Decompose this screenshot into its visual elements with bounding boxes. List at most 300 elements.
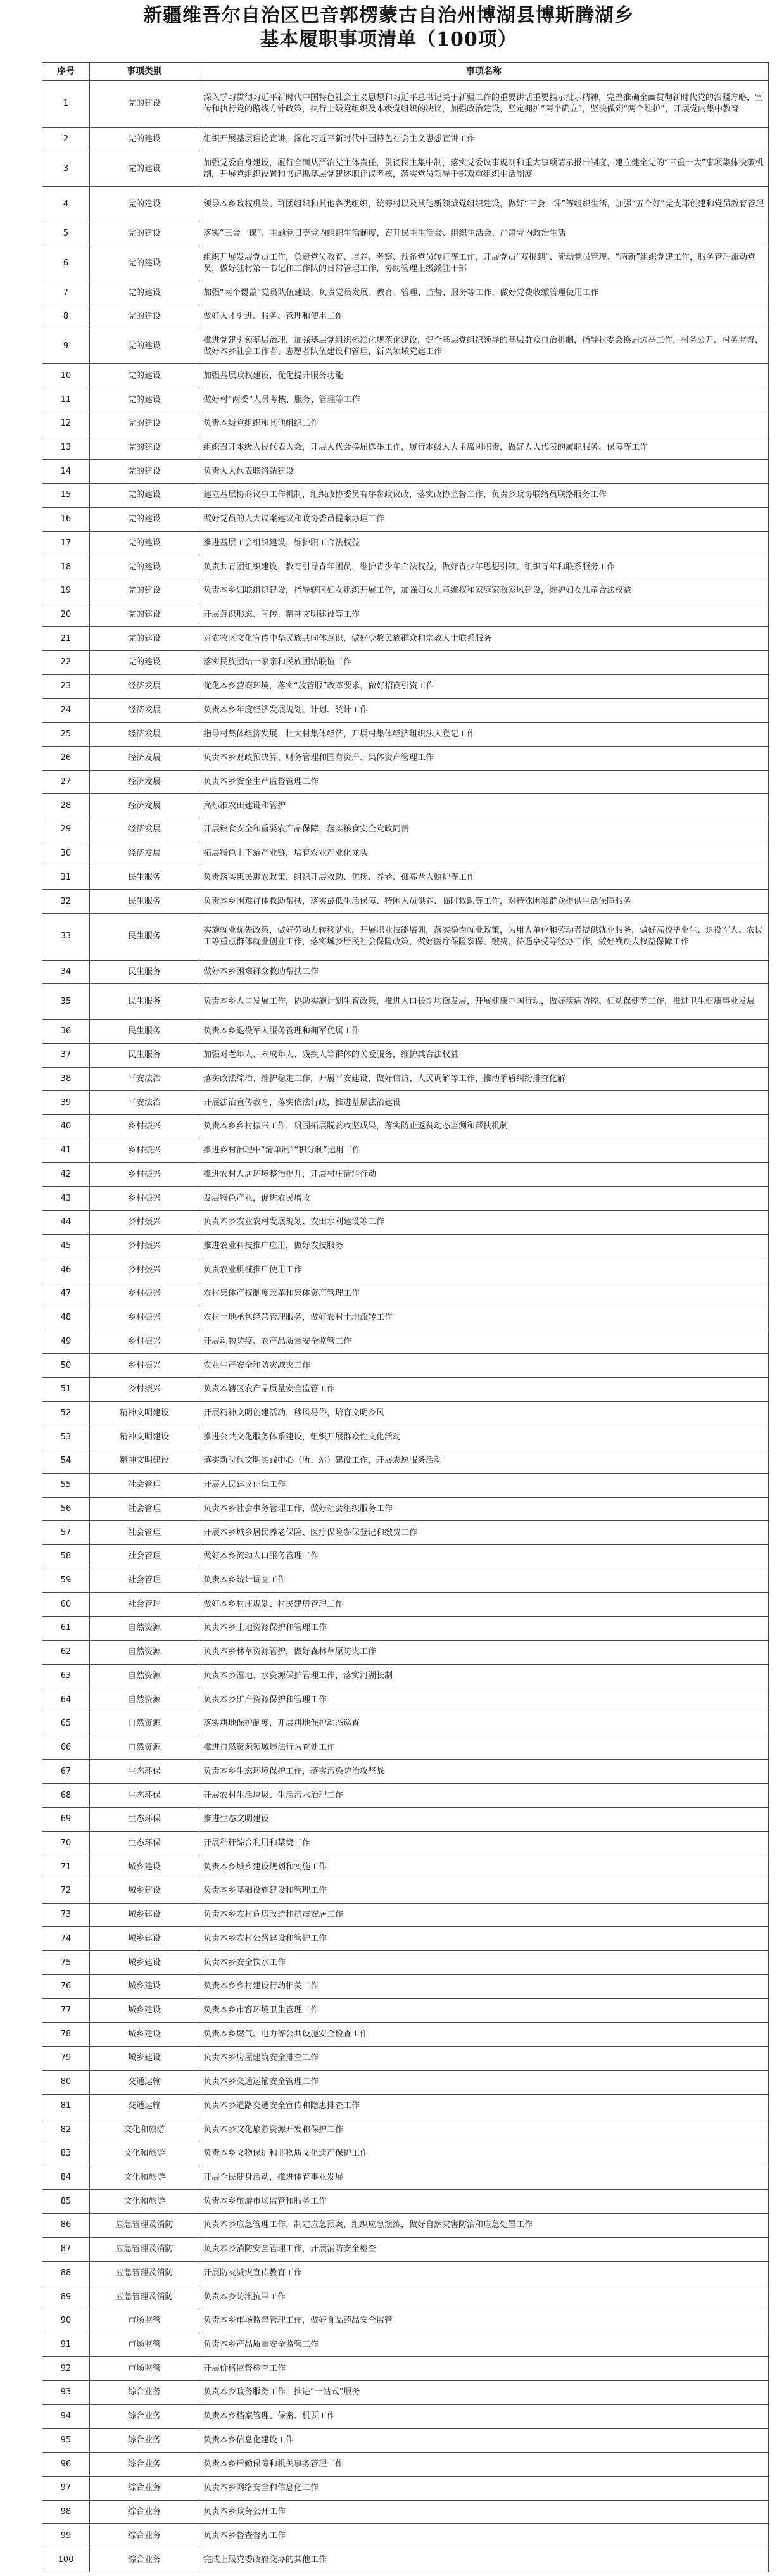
table-row [42, 698, 769, 723]
table-row [42, 222, 769, 246]
row-item: 组织开展发展党员工作，负责党员教育、培养、考察、预备党员转正等工作，开展党员“双报到”、流动党员管理、“两新”组织党建工作，服务管理流动党员，做好驻村第一书记和工作队的日常管理工作，协助管理上级派驻干部 [199, 246, 769, 281]
table-row [42, 960, 769, 984]
row-category: 社会管理 [90, 1569, 199, 1593]
row-item: 落实政法综治、维护稳定工作，开展平安建设，做好信访、人民调解等工作，推动矛盾纠纷排查化解 [199, 1067, 769, 1091]
row-category: 党的建设 [90, 364, 199, 388]
table-row [42, 81, 769, 128]
table-row [42, 1258, 769, 1282]
row-category: 应急管理及消防 [90, 2214, 199, 2238]
row-category: 乡村振兴 [90, 1306, 199, 1330]
row-item: 负责本乡督查督办工作 [199, 2524, 769, 2548]
row-number: 79 [42, 2047, 90, 2071]
row-item: 发展特色产业，促进农民增收 [199, 1187, 769, 1211]
row-item: 优化本乡营商环境，落实“放管服”改革要求，做好招商引资工作 [199, 674, 769, 698]
row-item: 做好本乡村庄规划、村民建房管理工作 [199, 1593, 769, 1617]
row-category: 乡村振兴 [90, 1187, 199, 1211]
table-row [42, 1139, 769, 1163]
table-row [42, 1521, 769, 1545]
row-number: 83 [42, 2142, 90, 2166]
row-item: 做好人才引进、服务、管理和使用工作 [199, 305, 769, 329]
row-number: 59 [42, 1569, 90, 1593]
table-row [42, 2548, 769, 2572]
row-number: 2 [42, 127, 90, 151]
row-item: 落实民族团结一家亲和民族团结联谊工作 [199, 651, 769, 675]
row-category: 民生服务 [90, 890, 199, 914]
row-item: 深入学习贯彻习近平新时代中国特色社会主义思想和习近平总书记关于新疆工作的重要讲话重要指示批示精神，完整准确全面贯彻新时代党的治疆方略，宣传和执行党的路线方针政策，执行上级党组织及本级党组织的决议，加强政治建设，坚定拥护“两个确立”，坚决做到“两个维护”，开展党内集中教育 [199, 81, 769, 128]
row-item: 加强基层政权建设，优化提升服务功能 [199, 364, 769, 388]
row-number: 37 [42, 1043, 90, 1067]
row-category: 交通运输 [90, 2094, 199, 2118]
table-row [42, 1497, 769, 1521]
table-row [42, 187, 769, 222]
table-row [42, 281, 769, 305]
row-number: 38 [42, 1067, 90, 1091]
table-row [42, 507, 769, 531]
row-item: 负责本辖区农产品质量安全监管工作 [199, 1377, 769, 1401]
row-item: 开展农村生活垃圾、生活污水治理工作 [199, 1784, 769, 1808]
row-number: 36 [42, 1020, 90, 1044]
row-item: 指导村集体经济发展，壮大村集体经济，开展村集体经济组织法人登记工作 [199, 723, 769, 747]
row-category: 平安法治 [90, 1091, 199, 1115]
row-number: 49 [42, 1330, 90, 1354]
row-number: 64 [42, 1688, 90, 1712]
table-row [42, 627, 769, 651]
row-number: 54 [42, 1449, 90, 1474]
table-row [42, 2285, 769, 2309]
row-category: 党的建设 [90, 460, 199, 484]
row-item: 负责本乡城乡建设规划和实施工作 [199, 1855, 769, 1879]
row-item: 建立基层协商议事工作机制，组织政协委员有序参政议政，落实政协监督工作，负责乡政协联络员联络服务工作 [199, 484, 769, 508]
row-item: 负责农业机械推广使用工作 [199, 1258, 769, 1282]
row-number: 66 [42, 1736, 90, 1760]
row-category: 党的建设 [90, 579, 199, 603]
row-category: 城乡建设 [90, 1974, 199, 1998]
table-row [42, 1640, 769, 1664]
table-row [42, 460, 769, 484]
row-category: 城乡建设 [90, 1879, 199, 1904]
row-category: 应急管理及消防 [90, 2237, 199, 2261]
row-item: 负责本乡人口发展工作，协助实施计划生育政策，推进人口长期均衡发展，开展健康中国行动，做好疾病防控、妇幼保健等工作，推进卫生健康事业发展 [199, 984, 769, 1020]
row-category: 应急管理及消防 [90, 2261, 199, 2285]
row-category: 社会管理 [90, 1521, 199, 1545]
row-category: 党的建设 [90, 484, 199, 508]
row-number: 71 [42, 1855, 90, 1879]
row-number: 63 [42, 1664, 90, 1688]
row-item: 负责本乡乡村振兴工作，巩固拓展脱贫攻坚成果，落实防止返贫动态监测和帮扶机制 [199, 1115, 769, 1139]
row-number: 20 [42, 603, 90, 627]
row-number: 75 [42, 1951, 90, 1975]
row-number: 87 [42, 2237, 90, 2261]
row-category: 民生服务 [90, 866, 199, 890]
row-item: 负责本乡农村危房改造和抗震安居工作 [199, 1903, 769, 1927]
row-category: 经济发展 [90, 818, 199, 842]
table-row [42, 1306, 769, 1330]
table-row [42, 1688, 769, 1712]
table-row [42, 1593, 769, 1617]
row-number: 26 [42, 746, 90, 770]
table-row [42, 2309, 769, 2333]
table-row [42, 1736, 769, 1760]
row-number: 74 [42, 1927, 90, 1951]
header-no: 序号 [42, 63, 90, 81]
table-row [42, 2190, 769, 2214]
row-item: 负责本乡财政预决算、财务管理和国有资产、集体资产管理工作 [199, 746, 769, 770]
row-number: 4 [42, 187, 90, 222]
row-number: 25 [42, 723, 90, 747]
row-number: 9 [42, 329, 90, 364]
table-row [42, 866, 769, 890]
row-item: 负责本乡生态环境保护工作，落实污染防治攻坚战 [199, 1760, 769, 1784]
table-row [42, 2166, 769, 2190]
row-category: 综合业务 [90, 2548, 199, 2572]
row-number: 33 [42, 914, 90, 961]
row-number: 6 [42, 246, 90, 281]
row-category: 社会管理 [90, 1544, 199, 1569]
row-number: 80 [42, 2070, 90, 2094]
table-header-row [42, 63, 769, 81]
row-item: 负责本乡信息化建设工作 [199, 2428, 769, 2453]
table-row [42, 2214, 769, 2238]
row-category: 党的建设 [90, 246, 199, 281]
header-item: 事项名称 [199, 63, 769, 81]
row-number: 24 [42, 698, 90, 723]
row-number: 96 [42, 2453, 90, 2477]
row-number: 31 [42, 866, 90, 890]
table-row [42, 1927, 769, 1951]
row-number: 40 [42, 1115, 90, 1139]
header-category: 事项类别 [90, 63, 199, 81]
row-item: 完成上级党委政府交办的其他工作 [199, 2548, 769, 2572]
row-number: 72 [42, 1879, 90, 1904]
row-category: 民生服务 [90, 1043, 199, 1067]
document-title-line2: 基本履职事项清单（100项） [260, 28, 517, 51]
row-category: 社会管理 [90, 1593, 199, 1617]
table-row [42, 151, 769, 187]
row-number: 32 [42, 890, 90, 914]
row-category: 乡村振兴 [90, 1354, 199, 1378]
row-item: 负责本乡产品质量安全监管工作 [199, 2333, 769, 2357]
row-category: 经济发展 [90, 842, 199, 866]
row-category: 生态环保 [90, 1807, 199, 1831]
row-number: 68 [42, 1784, 90, 1808]
row-item: 负责落实惠民惠农政策，组织开展救助、优抚、养老、孤寡老人照护等工作 [199, 866, 769, 890]
row-item: 加强“两个覆盖”党员队伍建设，负责党员发展、教育、管理、监督、服务等工作，做好党费收缴管理使用工作 [199, 281, 769, 305]
row-item: 推进自然资源领域违法行为查处工作 [199, 1736, 769, 1760]
row-item: 做好村“两委”人员考核、服务、管理等工作 [199, 388, 769, 412]
row-category: 党的建设 [90, 151, 199, 187]
table-row [42, 2023, 769, 2047]
row-category: 民生服务 [90, 984, 199, 1020]
table-row [42, 1855, 769, 1879]
table-row [42, 1449, 769, 1474]
table-row [42, 2357, 769, 2381]
row-item: 开展法治宣传教育，落实依法行政，推进基层法治建设 [199, 1091, 769, 1115]
row-item: 负责本乡妇联组织建设，指导辖区妇女组织开展工作，加强妇女儿童维权和家庭家教家风建设，维护妇女儿童合法权益 [199, 579, 769, 603]
row-item: 对农牧区文化宣传中华民族共同体意识，做好少数民族群众和宗教人士联系服务 [199, 627, 769, 651]
table-row [42, 2142, 769, 2166]
table-row [42, 1473, 769, 1497]
row-number: 14 [42, 460, 90, 484]
row-category: 精神文明建设 [90, 1449, 199, 1474]
row-item: 推进农业科技推广应用，做好农技服务 [199, 1234, 769, 1258]
table-row [42, 842, 769, 866]
row-item: 负责本乡市场监督管理工作，做好食品药品安全监管 [199, 2309, 769, 2333]
table-row [42, 388, 769, 412]
row-item: 负责本乡农村公路建设和管护工作 [199, 1927, 769, 1951]
table-row [42, 2381, 769, 2405]
row-category: 市场监管 [90, 2333, 199, 2357]
row-number: 95 [42, 2428, 90, 2453]
row-item: 负责本乡退役军人服务管理和拥军优属工作 [199, 1020, 769, 1044]
row-category: 文化和旅游 [90, 2118, 199, 2142]
row-item: 开展防灾减灾宣传教育工作 [199, 2261, 769, 2285]
row-category: 生态环保 [90, 1831, 199, 1855]
row-item: 负责人大代表联络站建设 [199, 460, 769, 484]
row-item: 负责本乡矿产资源保护和管理工作 [199, 1688, 769, 1712]
row-category: 综合业务 [90, 2381, 199, 2405]
row-category: 城乡建设 [90, 1927, 199, 1951]
row-number: 61 [42, 1617, 90, 1641]
row-item: 开展精神文明创建活动，移风易俗，培育文明乡风 [199, 1401, 769, 1425]
row-category: 经济发展 [90, 746, 199, 770]
row-number: 42 [42, 1163, 90, 1187]
table-row [42, 1998, 769, 2023]
row-category: 综合业务 [90, 2524, 199, 2548]
table-row [42, 2333, 769, 2357]
table-row [42, 674, 769, 698]
row-item: 开展价格监督检查工作 [199, 2357, 769, 2381]
row-category: 乡村振兴 [90, 1115, 199, 1139]
table-row [42, 1807, 769, 1831]
row-item: 负责本乡湿地、水资源保护管理工作，落实河湖长制 [199, 1664, 769, 1688]
row-item: 推进乡村治理中“清单制”“积分制”运用工作 [199, 1139, 769, 1163]
row-number: 43 [42, 1187, 90, 1211]
table-row [42, 1664, 769, 1688]
row-category: 应急管理及消防 [90, 2285, 199, 2309]
row-category: 精神文明建设 [90, 1401, 199, 1425]
row-item: 推进基层工会组织建设，维护职工合法权益 [199, 531, 769, 555]
row-category: 自然资源 [90, 1617, 199, 1641]
row-item: 开展动物防疫、农产品质量安全监管工作 [199, 1330, 769, 1354]
row-number: 13 [42, 436, 90, 460]
row-item: 负责本乡社会事务管理工作，做好社会组织服务工作 [199, 1497, 769, 1521]
row-item: 负责本乡农业农村发展规划、农田水利建设等工作 [199, 1210, 769, 1234]
table-row [42, 1974, 769, 1998]
row-category: 经济发展 [90, 723, 199, 747]
row-number: 62 [42, 1640, 90, 1664]
row-category: 自然资源 [90, 1688, 199, 1712]
row-item: 落实“三会一课”、主题党日等党内组织生活制度，召开民主生活会、组织生活会，严肃党内政治生活 [199, 222, 769, 246]
table-body [42, 81, 769, 2572]
row-category: 文化和旅游 [90, 2142, 199, 2166]
row-category: 综合业务 [90, 2428, 199, 2453]
row-number: 46 [42, 1258, 90, 1282]
row-item: 负责本级党组织和其他组织工作 [199, 412, 769, 436]
row-number: 93 [42, 2381, 90, 2405]
table-row [42, 723, 769, 747]
row-item: 负责本乡应急管理工作，制定应急预案，组织应急演练，做好自然灾害防治和应急处置工作 [199, 2214, 769, 2238]
row-number: 22 [42, 651, 90, 675]
row-item: 农业生产安全和防灾减灾工作 [199, 1354, 769, 1378]
row-number: 99 [42, 2524, 90, 2548]
row-number: 47 [42, 1282, 90, 1306]
row-number: 55 [42, 1473, 90, 1497]
row-category: 经济发展 [90, 698, 199, 723]
row-number: 60 [42, 1593, 90, 1617]
row-category: 综合业务 [90, 2477, 199, 2501]
row-category: 市场监管 [90, 2309, 199, 2333]
row-category: 经济发展 [90, 770, 199, 794]
row-number: 10 [42, 364, 90, 388]
row-category: 党的建设 [90, 127, 199, 151]
row-category: 精神文明建设 [90, 1425, 199, 1449]
row-category: 党的建设 [90, 507, 199, 531]
table-row [42, 1234, 769, 1258]
row-item: 负责本乡后勤保障和机关事务管理工作 [199, 2453, 769, 2477]
table-row [42, 2453, 769, 2477]
table-row [42, 2047, 769, 2071]
table-row [42, 1544, 769, 1569]
row-number: 28 [42, 794, 90, 818]
row-number: 51 [42, 1377, 90, 1401]
row-item: 负责本乡困难群体救助帮扶，落实最低生活保障、特困人员供养、临时救助等工作，对特殊困难群众提供生活保障服务 [199, 890, 769, 914]
row-number: 45 [42, 1234, 90, 1258]
table-row [42, 1712, 769, 1736]
row-category: 综合业务 [90, 2500, 199, 2524]
row-category: 党的建设 [90, 388, 199, 412]
table-row [42, 2261, 769, 2285]
row-category: 城乡建设 [90, 1998, 199, 2023]
row-item: 开展意识形态、宣传、精神文明建设等工作 [199, 603, 769, 627]
row-number: 58 [42, 1544, 90, 1569]
table-row [42, 436, 769, 460]
row-number: 3 [42, 151, 90, 187]
row-item: 推进公共文化服务体系建设，组织开展群众性文化活动 [199, 1425, 769, 1449]
row-category: 城乡建设 [90, 2023, 199, 2047]
row-category: 乡村振兴 [90, 1163, 199, 1187]
row-item: 开展秸秆综合利用和禁烧工作 [199, 1831, 769, 1855]
row-number: 12 [42, 412, 90, 436]
row-number: 23 [42, 674, 90, 698]
table-row [42, 484, 769, 508]
row-item: 做好本乡困难群众救助帮扶工作 [199, 960, 769, 984]
row-category: 乡村振兴 [90, 1210, 199, 1234]
row-item: 负责本乡安全饮水工作 [199, 1951, 769, 1975]
row-item: 负责本乡政务服务工作，推进“一站式”服务 [199, 2381, 769, 2405]
row-item: 高标准农田建设和管护 [199, 794, 769, 818]
row-item: 负责本乡林草资源管护，做好森林草原防火工作 [199, 1640, 769, 1664]
row-category: 乡村振兴 [90, 1234, 199, 1258]
row-item: 负责本乡旅游市场监管和服务工作 [199, 2190, 769, 2214]
row-number: 53 [42, 1425, 90, 1449]
row-category: 自然资源 [90, 1664, 199, 1688]
row-number: 91 [42, 2333, 90, 2357]
row-category: 党的建设 [90, 305, 199, 329]
row-category: 文化和旅游 [90, 2166, 199, 2190]
table-row [42, 770, 769, 794]
row-category: 经济发展 [90, 794, 199, 818]
row-category: 城乡建设 [90, 1855, 199, 1879]
table-row [42, 364, 769, 388]
row-item: 领导本乡政权机关、群团组织和其他各类组织，统筹村以及其他新领域党组织建设，做好“三会一课”等组织生活，加强“五个好”党支部创建和党员教育管理 [199, 187, 769, 222]
row-item: 推进生态文明建设 [199, 1807, 769, 1831]
row-category: 社会管理 [90, 1497, 199, 1521]
row-item: 负责本乡乡村建设行动相关工作 [199, 1974, 769, 1998]
row-item: 负责本乡消防安全管理工作，开展消防安全检查 [199, 2237, 769, 2261]
table-row [42, 603, 769, 627]
row-item: 组织开展基层理论宣讲，深化习近平新时代中国特色社会主义思想宣讲工作 [199, 127, 769, 151]
row-number: 19 [42, 579, 90, 603]
table-row [42, 2094, 769, 2118]
table-row [42, 1354, 769, 1378]
row-category: 党的建设 [90, 436, 199, 460]
row-category: 文化和旅游 [90, 2190, 199, 2214]
row-category: 党的建设 [90, 651, 199, 675]
row-number: 82 [42, 2118, 90, 2142]
table-row [42, 1187, 769, 1211]
table-row [42, 2524, 769, 2548]
row-category: 经济发展 [90, 674, 199, 698]
row-number: 56 [42, 1497, 90, 1521]
table-row [42, 2237, 769, 2261]
row-category: 党的建设 [90, 329, 199, 364]
row-item: 做好本乡流动人口服务管理工作 [199, 1544, 769, 1569]
row-number: 16 [42, 507, 90, 531]
table-row [42, 2477, 769, 2501]
duty-list-table [42, 62, 769, 2572]
table-row [42, 1569, 769, 1593]
row-number: 57 [42, 1521, 90, 1545]
table-row [42, 579, 769, 603]
row-number: 85 [42, 2190, 90, 2214]
row-category: 党的建设 [90, 187, 199, 222]
table-row [42, 1163, 769, 1187]
row-item: 拓展特色上下游产业链，培育农业产业化龙头 [199, 842, 769, 866]
row-item: 推进农村人居环境整治提升，开展村庄清洁行动 [199, 1163, 769, 1187]
row-item: 推进党建引领基层治理，加强基层党组织标准化规范化建设，健全基层党组织领导的基层群众自治机制，指导村委会换届选举工作，村务公开、村务监督，做好本乡社会工作者、志愿者队伍建设和管理，新兴领域党建工作 [199, 329, 769, 364]
row-item: 负责共青团组织建设，教育引导青年团员，维护青少年合法权益，做好青少年思想引领、组织青年和联系服务工作 [199, 555, 769, 579]
row-number: 8 [42, 305, 90, 329]
table-row [42, 2118, 769, 2142]
row-number: 27 [42, 770, 90, 794]
table-row [42, 2500, 769, 2524]
row-number: 21 [42, 627, 90, 651]
row-item: 负责本乡政务公开工作 [199, 2500, 769, 2524]
row-number: 29 [42, 818, 90, 842]
row-number: 70 [42, 1831, 90, 1855]
table-row [42, 305, 769, 329]
table-row [42, 1951, 769, 1975]
row-number: 89 [42, 2285, 90, 2309]
row-number: 7 [42, 281, 90, 305]
row-item: 负责本乡文化旅游资源开发和保护工作 [199, 2118, 769, 2142]
row-item: 负责本乡基础设施建设和管理工作 [199, 1879, 769, 1904]
table-row [42, 1210, 769, 1234]
row-item: 负责本乡档案管理、保密、机要工作 [199, 2404, 769, 2428]
row-item: 负责本乡交通运输安全管理工作 [199, 2070, 769, 2094]
row-category: 乡村振兴 [90, 1330, 199, 1354]
row-category: 自然资源 [90, 1736, 199, 1760]
table-row [42, 1401, 769, 1425]
row-number: 78 [42, 2023, 90, 2047]
row-number: 35 [42, 984, 90, 1020]
row-item: 组织召开本级人民代表大会，开展人代会换届选举工作，履行本级人大主席团职责，做好人大代表的履职服务、保障等工作 [199, 436, 769, 460]
row-number: 81 [42, 2094, 90, 2118]
row-number: 30 [42, 842, 90, 866]
row-number: 88 [42, 2261, 90, 2285]
row-number: 100 [42, 2548, 90, 2572]
row-category: 民生服务 [90, 1020, 199, 1044]
